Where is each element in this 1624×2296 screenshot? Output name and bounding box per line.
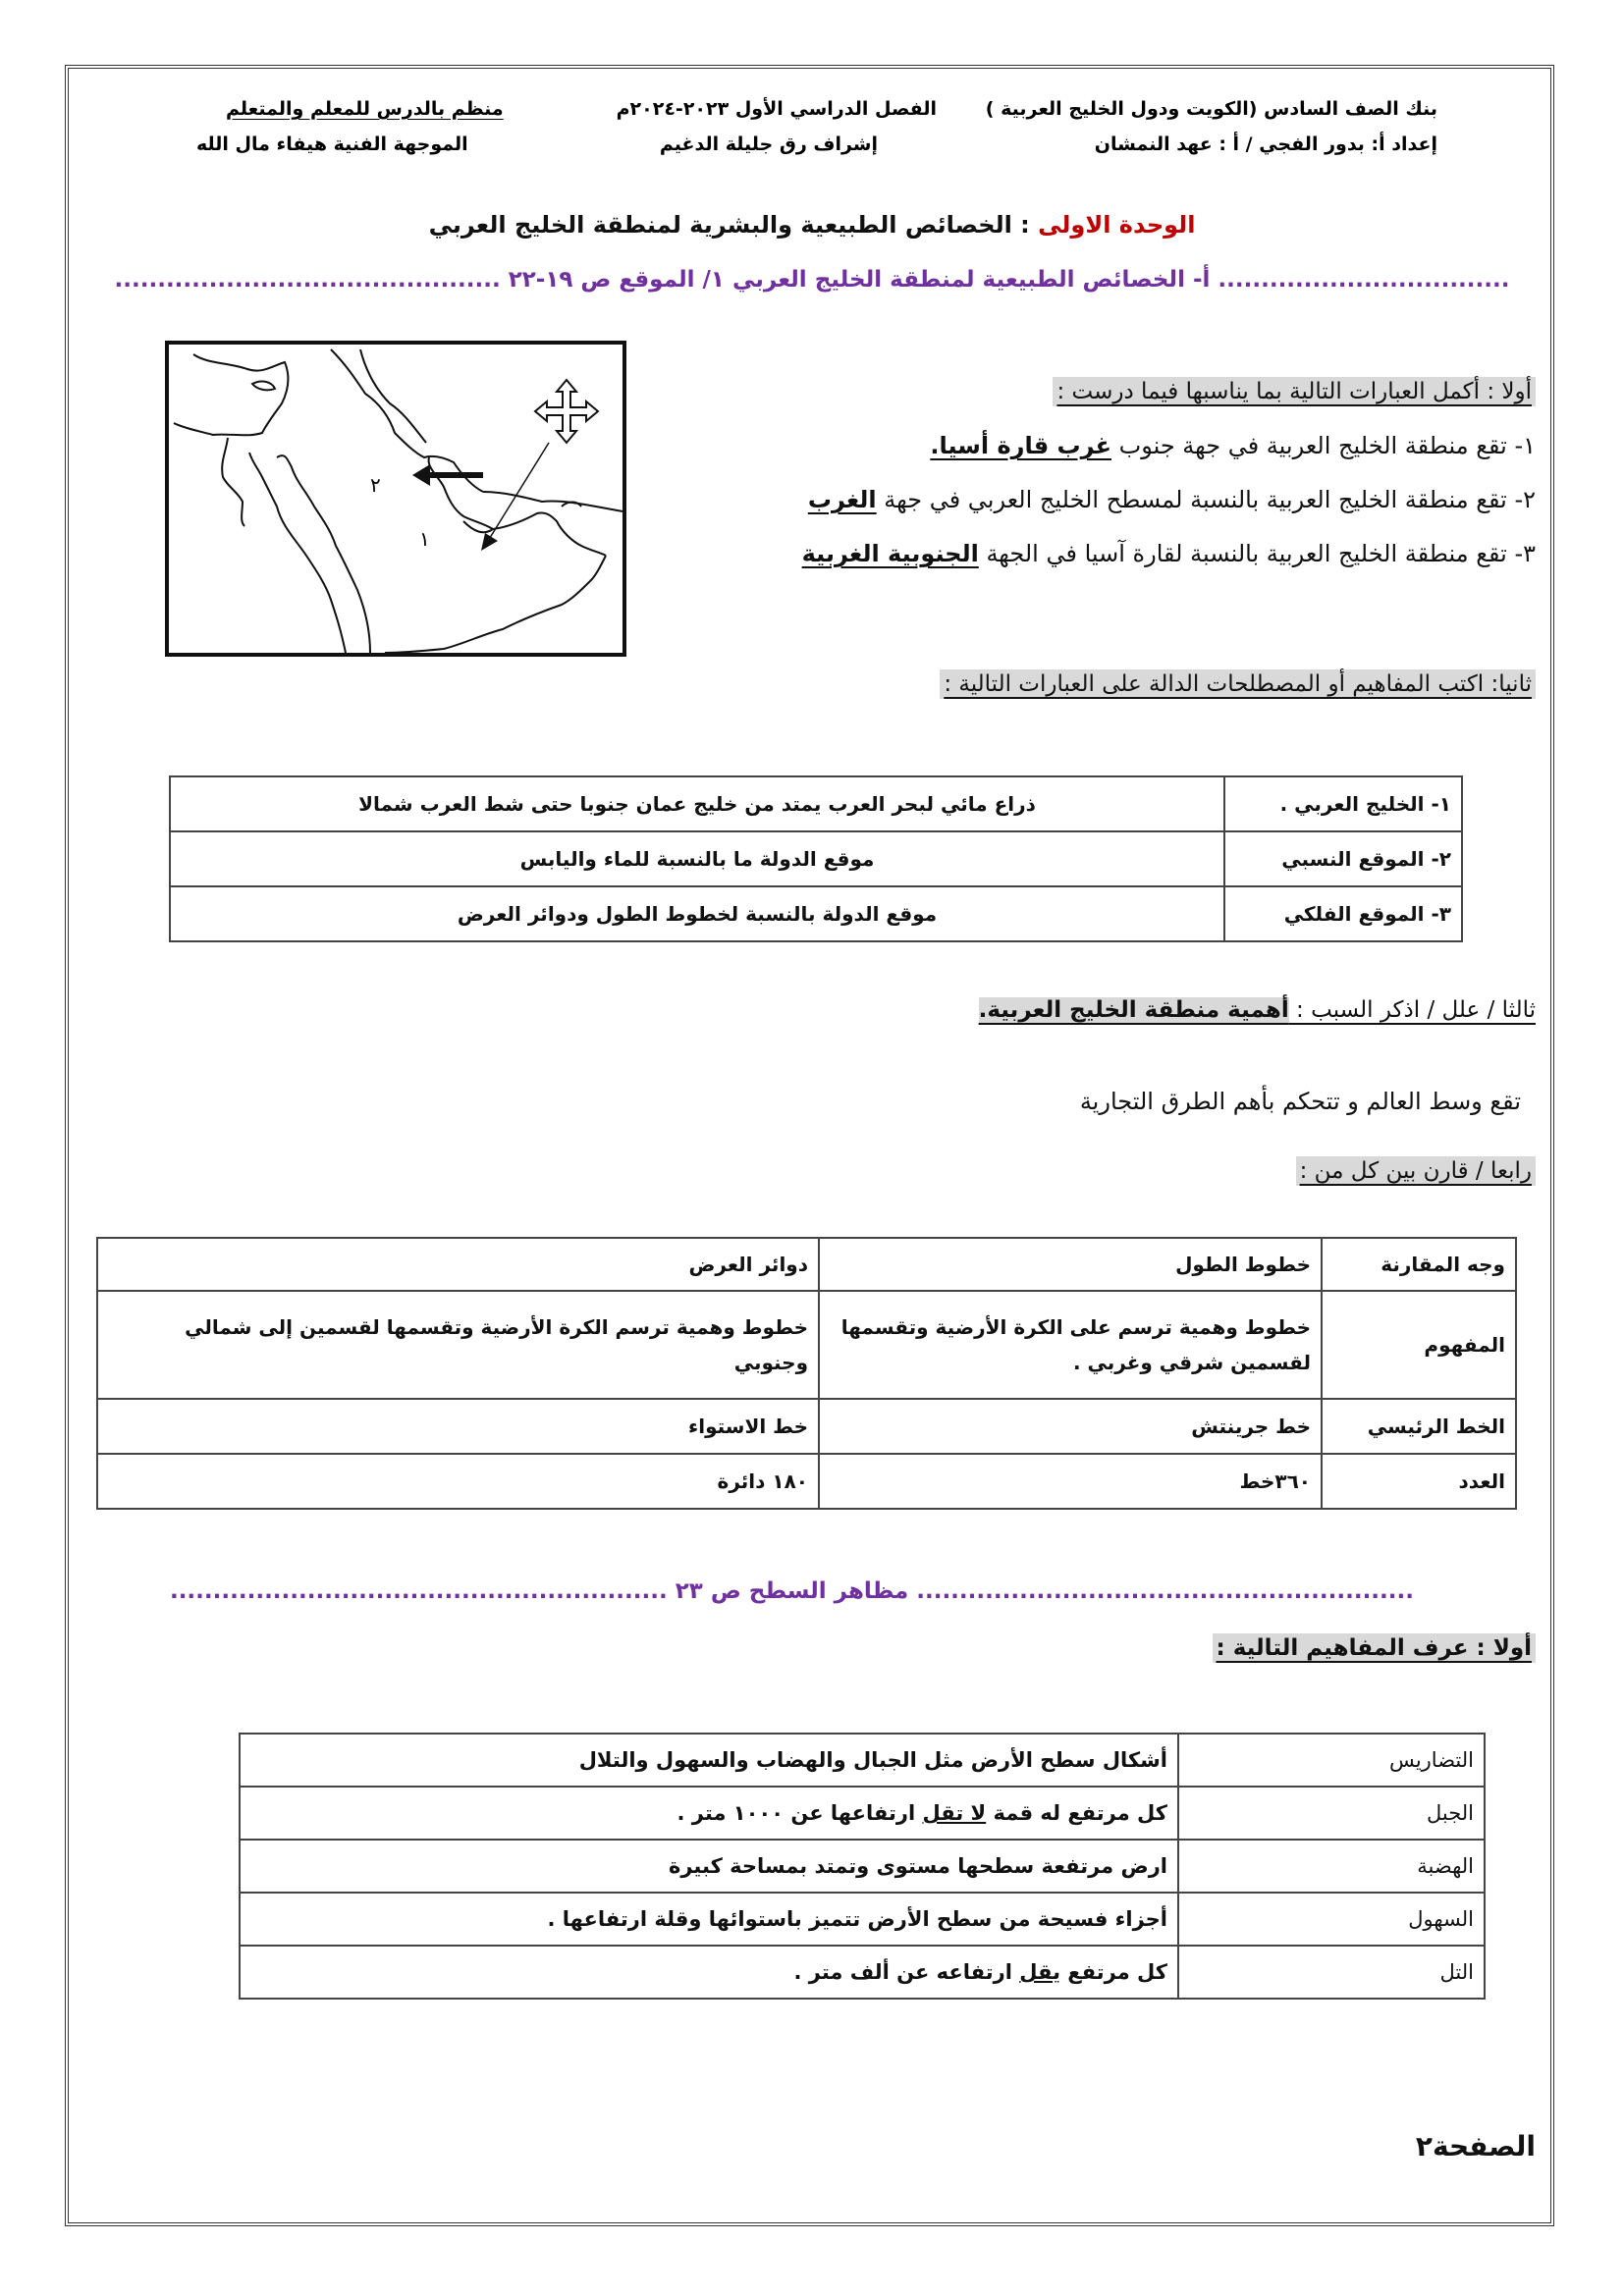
unit-title-text: الخصائص الطبيعية والبشرية لمنطقة الخليج العربي: [428, 211, 1012, 239]
longitude-cell: خطوط وهمية ترسم على الكرة الأرضية وتقسمها لقسمين شرقي وغربي .: [819, 1291, 1322, 1399]
term-cell: ٣- الموقع الفلكي: [1224, 886, 1462, 941]
header-supervisor: إشراف رق جليلة الدغيم: [659, 133, 878, 155]
arabian-gulf-map: [165, 341, 626, 657]
table-header-row: [97, 1238, 1516, 1291]
emphasis: لا تقل: [922, 1801, 987, 1825]
latitude-cell: خطوط وهمية ترسم الكرة الأرضية وتقسمها لقسمين إلى شمالي وجنوبي: [97, 1291, 819, 1399]
term-cell: ١- الخليج العربي .: [1224, 776, 1462, 831]
col-header-aspect: وجه المقارنة: [1322, 1238, 1516, 1291]
aspect-cell: العدد: [1322, 1454, 1516, 1509]
table-row: [170, 886, 1462, 941]
map-label-2: ٢: [370, 473, 381, 497]
dots-right: ..................................: [1218, 267, 1510, 293]
table-row: [97, 1399, 1516, 1454]
col-header-longitude: خطوط الطول: [819, 1238, 1322, 1291]
q1-item-3: ٣- تقع منطقة الخليج العربية بالنسبة لقارة آسيا في الجهة الجنوبية الغربية: [801, 540, 1536, 567]
dots-left: ..........................................................: [169, 1578, 668, 1604]
map-outline-icon: [169, 345, 623, 653]
definition-cell: كل مرتفع يقل ارتفاعه عن ألف متر .: [240, 1946, 1178, 1999]
section-b-heading: [169, 1578, 1414, 1604]
q3-heading-prefix: ثالثا / علل / اذكر السبب :: [1288, 997, 1536, 1023]
unit-label: الوحدة الاولى: [1038, 211, 1196, 239]
term-cell: السهول: [1178, 1893, 1485, 1946]
definition-cell: ذراع مائي لبحر العرب يمتد من خليج عمان جنوبا حتى شط العرب شمالا: [170, 776, 1224, 831]
term-cell: ٢- الموقع النسبي: [1224, 831, 1462, 886]
q1-answer-3: الجنوبية الغربية: [801, 540, 979, 567]
q4-comparison-table: [96, 1237, 1517, 1510]
header-organizer: منظم بالدرس للمعلم والمتعلم: [226, 98, 504, 120]
q3-heading-topic: أهمية منطقة الخليج العربية.: [978, 997, 1289, 1023]
q4-heading: رابعا / قارن بين كل من :: [1296, 1156, 1536, 1186]
section-b-title: مظاهر السطح ص ٢٣: [667, 1578, 917, 1604]
dots-right: ..........................................................: [916, 1578, 1414, 1604]
table-row: [240, 1840, 1485, 1893]
term-cell: الجبل: [1178, 1787, 1485, 1840]
term-cell: التل: [1178, 1946, 1485, 1999]
q1-heading: أولا : أكمل العبارات التالية بما يناسبها فيما درست :: [1053, 377, 1536, 406]
definition-cell: موقع الدولة بالنسبة لخطوط الطول ودوائر العرض: [170, 886, 1224, 941]
latitude-cell: خط الاستواء: [97, 1399, 819, 1454]
q1-answer-1: غرب قارة أسيا.: [930, 432, 1111, 459]
q5-definitions-table: [239, 1733, 1486, 2000]
q3-heading: [979, 997, 1536, 1023]
map-label-1: ١: [419, 527, 430, 551]
q2-heading: ثانيا: اكتب المفاهيم أو المصطلحات الدالة على العبارات التالية :: [940, 669, 1536, 699]
definition-cell: أجزاء فسيحة من سطح الأرض تتميز باستوائها وقلة ارتفاعها .: [240, 1893, 1178, 1946]
table-row: [240, 1787, 1485, 1840]
longitude-cell: خط جرينتش: [819, 1399, 1322, 1454]
latitude-cell: ١٨٠ دائرة: [97, 1454, 819, 1509]
section-a-heading: [0, 267, 1624, 293]
emphasis: يقل: [1019, 1960, 1060, 1984]
unit-separator: :: [1011, 211, 1039, 239]
compass-icon: [535, 380, 598, 443]
term-cell: التضاريس: [1178, 1734, 1485, 1787]
col-header-latitude: دوائر العرض: [97, 1238, 819, 1291]
q1-answer-2: الغرب: [807, 486, 877, 513]
page-number: الصفحة٢: [1415, 2130, 1536, 2163]
header-title: بنك الصف السادس (الكويت ودول الخليج العربية ): [985, 98, 1437, 120]
q1-item-2: ٢- تقع منطقة الخليج العربية بالنسبة لمسطح الخليج العربي في جهة الغرب: [807, 486, 1536, 513]
q3-answer: تقع وسط العالم و تتحكم بأهم الطرق التجارية: [1079, 1088, 1521, 1115]
table-row: [240, 1893, 1485, 1946]
aspect-cell: المفهوم: [1322, 1291, 1516, 1399]
definition-cell: موقع الدولة ما بالنسبة للماء واليابس: [170, 831, 1224, 886]
header-semester: الفصل الدراسي الأول ٢٠٢٣-٢٠٢٤م: [616, 98, 937, 120]
header-authors: إعداد أ: بدور الفجي / أ : عهد النمشان: [1094, 133, 1437, 155]
unit-title: [0, 211, 1624, 239]
section-a-title: أ- الخصائص الطبيعية لمنطقة الخليج العربي ١/ الموقع ص ١٩-٢٢: [500, 267, 1218, 293]
header-supervisor-technical: الموجهة الفنية هيفاء مال الله: [196, 133, 468, 155]
q2-terms-table: [169, 775, 1463, 942]
table-row: [97, 1291, 1516, 1399]
table-row: [240, 1734, 1485, 1787]
table-row: [240, 1946, 1485, 1999]
q1-item-1: ١- تقع منطقة الخليج العربية في جهة جنوب غرب قارة أسيا.: [930, 432, 1536, 459]
q5-heading: أولا : عرف المفاهيم التالية :: [1213, 1633, 1537, 1663]
term-cell: الهضبة: [1178, 1840, 1485, 1893]
dots-left: .............................................: [114, 267, 501, 293]
definition-cell: كل مرتفع له قمة لا تقل ارتفاعها عن ١٠٠٠ متر .: [240, 1787, 1178, 1840]
definition-cell: أشكال سطح الأرض مثل الجبال والهضاب والسهول والتلال: [240, 1734, 1178, 1787]
longitude-cell: ٣٦٠خط: [819, 1454, 1322, 1509]
definition-cell: ارض مرتفعة سطحها مستوى وتمتد بمساحة كبيرة: [240, 1840, 1178, 1893]
table-row: [170, 831, 1462, 886]
table-row: [97, 1454, 1516, 1509]
aspect-cell: الخط الرئيسي: [1322, 1399, 1516, 1454]
table-row: [170, 776, 1462, 831]
